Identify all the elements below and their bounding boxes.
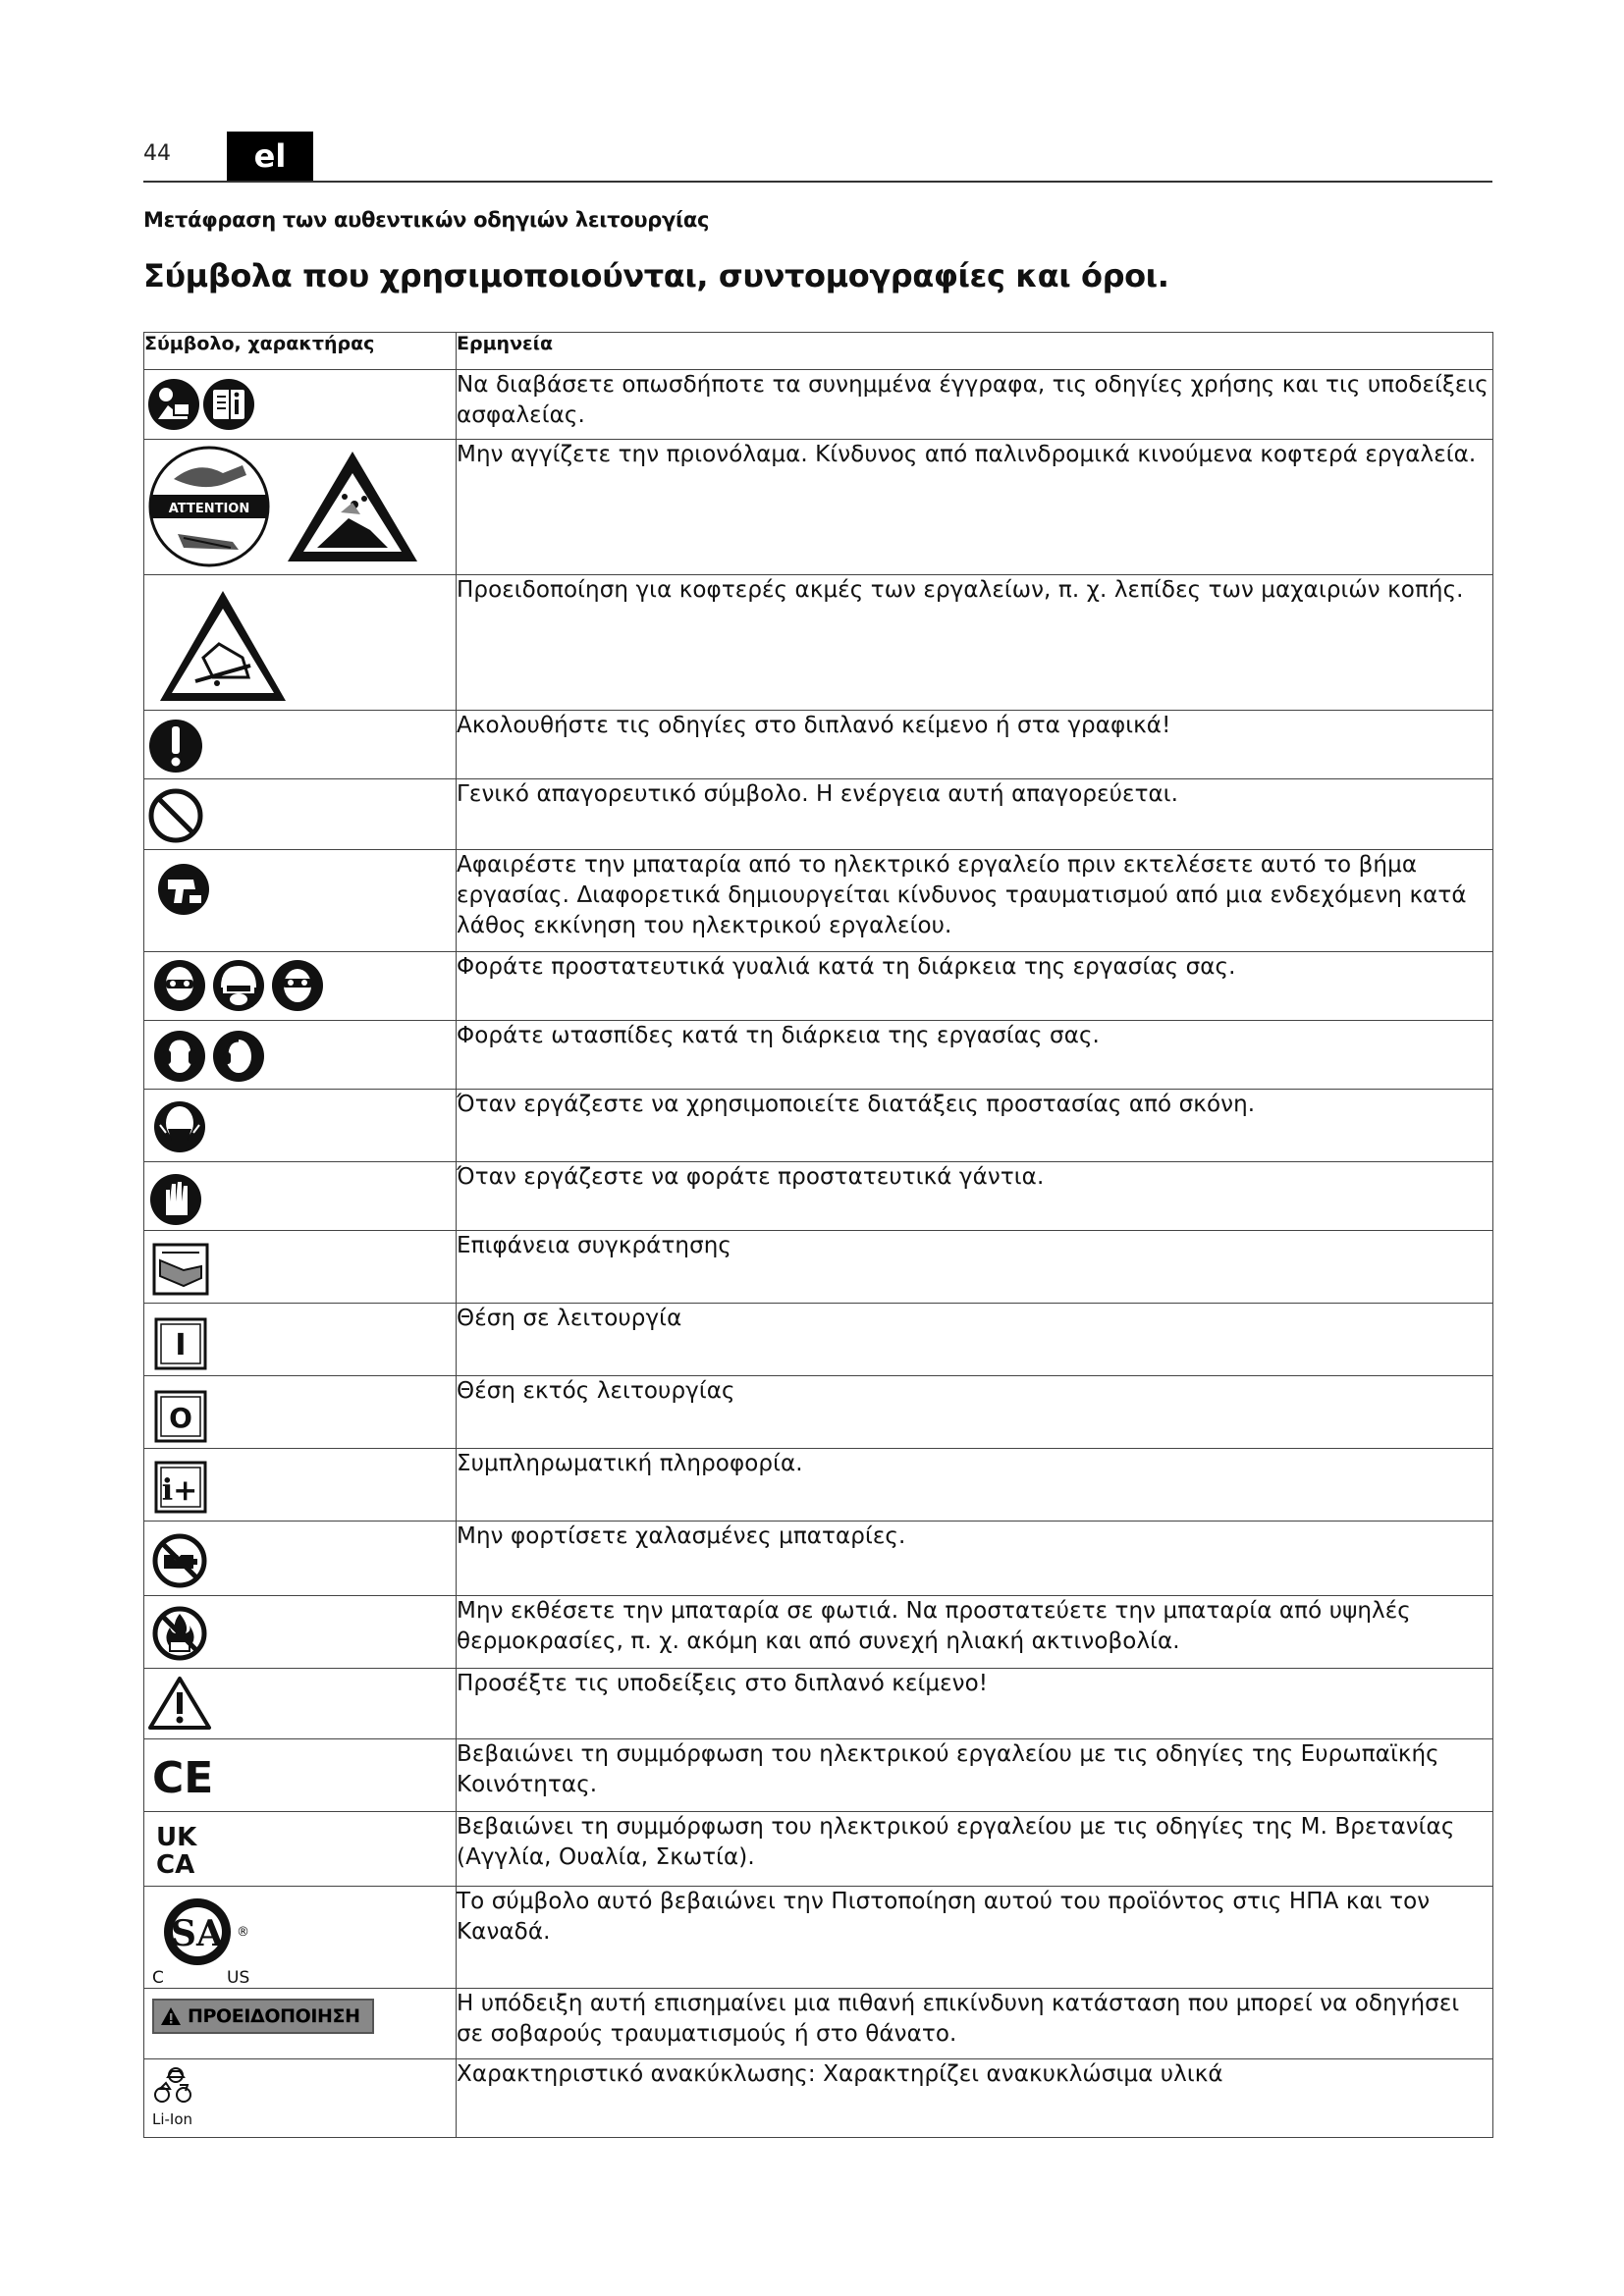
symbol-cell (144, 1669, 457, 1739)
ce-mark-icon (152, 1753, 213, 1803)
row-description: Φοράτε ωτασπίδες κατά τη διάρκεια της εργασίας σας. (457, 1021, 1493, 1090)
symbol-cell (144, 779, 457, 850)
symbol-cell (144, 1231, 457, 1304)
table-row (144, 1449, 1493, 1522)
remove-battery-icon (158, 864, 209, 915)
row-description: Επιφάνεια συγκράτησης (457, 1231, 1493, 1304)
table-row (144, 711, 1493, 779)
row-description: Προσέξτε τις υποδείξεις στο διπλανό κείμενο! (457, 1669, 1493, 1739)
symbol-cell (144, 1989, 457, 2059)
row-description: Χαρακτηριστικό ανακύκλωσης: Χαρακτηρίζει ανακυκλώσιμα υλικά (457, 2059, 1493, 2138)
header-symbol: Σύμβολο, χαρακτήρας (144, 333, 457, 370)
svg-text:Li-Ion: Li-Ion (152, 2110, 193, 2128)
table-row (144, 1522, 1493, 1596)
row-description: Θέση σε λειτουργία (457, 1304, 1493, 1376)
symbol-cell (144, 2059, 457, 2138)
symbols-table (143, 332, 1493, 2138)
table-row (144, 2059, 1493, 2138)
symbol-cell (144, 1376, 457, 1449)
symbol-cell (144, 1812, 457, 1887)
symbol-cell (144, 440, 457, 575)
table-row (144, 1090, 1493, 1162)
symbol-cell (144, 952, 457, 1021)
table-row (144, 1304, 1493, 1376)
prohibition-icon (151, 791, 200, 840)
symbol-cell (144, 1162, 457, 1231)
symbol-cell (144, 1304, 457, 1376)
table-row (144, 1669, 1493, 1739)
table-row (144, 850, 1493, 952)
svg-text:UK: UK (156, 1823, 197, 1852)
sharp-blade-warning-icon (160, 591, 286, 701)
symbol-cell (144, 850, 457, 952)
table-row (144, 1021, 1493, 1090)
ear-protection-icon (213, 1031, 264, 1082)
no-charging-damaged-battery-icon (155, 1536, 204, 1585)
row-description: Αφαιρέστε την μπαταρία από το ηλεκτρικό εργαλείο πριν εκτελέσετε αυτό το βήμα εργασίας. Διαφορετικά δημιουργείται κίνδυνος τραυματισμού από μια ενδεχόμενη κατά λάθος εκκίνηση του ηλεκτρικού εργαλείου. (457, 850, 1493, 952)
row-description: Μην φορτίσετε χαλασμένες μπαταρίες. (457, 1522, 1493, 1596)
csa-certification-icon (152, 1898, 249, 1987)
header-meaning: Ερμηνεία (457, 333, 1493, 370)
row-description: Μην αγγίζετε την πριονόλαμα. Κίνδυνος από παλινδρομικά κινούμενα κοφτερά εργαλεία. (457, 440, 1493, 575)
svg-text:CE: CE (152, 1753, 214, 1803)
table-row (144, 1162, 1493, 1231)
ukca-mark-icon (156, 1823, 197, 1880)
language-tag: el (227, 132, 313, 181)
table-row (144, 952, 1493, 1021)
warning-badge-label: ΠΡΟΕΙΔΟΠΟΙΗΣΗ (188, 2005, 360, 2027)
warning-badge-icon (152, 1999, 374, 2034)
row-description: Η υπόδειξη αυτή επισημαίνει μια πιθανή επικίνδυνη κατάσταση που μπορεί να οδηγήσει σε σοβαρούς τραυματισμούς ή στο θάνατο. (457, 1989, 1493, 2059)
read-manual-icon (148, 379, 199, 430)
svg-text:CA: CA (156, 1850, 195, 1880)
table-row (144, 1231, 1493, 1304)
symbol-cell (144, 1090, 457, 1162)
protective-gloves-icon (150, 1174, 201, 1225)
row-description: Συμπληρωματική πληροφορία. (457, 1449, 1493, 1522)
grip-surface-icon (154, 1245, 207, 1294)
table-row (144, 370, 1493, 440)
power-off-icon (156, 1392, 205, 1441)
table-row (144, 1376, 1493, 1449)
row-description: Προειδοποίηση για κοφτερές ακμές των εργαλείων, π. χ. λεπίδες των μαχαιριών κοπής. (457, 575, 1493, 711)
warning-triangle-icon (150, 1679, 209, 1728)
symbol-cell (144, 1021, 457, 1090)
symbol-cell (144, 1522, 457, 1596)
svg-text:ATTENTION: ATTENTION (168, 502, 250, 516)
header-rule (143, 181, 1492, 183)
row-description: Ακολουθήστε τις οδηγίες στο διπλανό κείμενο ή στα γραφικά! (457, 711, 1493, 779)
symbol-cell (144, 1739, 457, 1812)
symbol-cell (144, 1449, 457, 1522)
row-description: Βεβαιώνει τη συμμόρφωση του ηλεκτρικού εργαλείου με τις οδηγίες της Ευρωπαϊκής Κοινότητας. (457, 1739, 1493, 1812)
dust-mask-icon (154, 1101, 205, 1152)
svg-text:I: I (175, 1328, 187, 1362)
page-number: 44 (143, 141, 171, 166)
row-description: Βεβαιώνει τη συμμόρφωση του ηλεκτρικού εργαλείου με τις οδηγίες της Μ. Βρετανίας (Αγγλία, Ουαλία, Σκωτία). (457, 1812, 1493, 1887)
document-subtitle: Μετάφραση των αυθεντικών οδηγιών λειτουργίας (143, 208, 710, 232)
row-description: Μην εκθέσετε την μπαταρία σε φωτιά. Να προστατεύετε την μπαταρία από υψηλές θερμοκρασίες, π. χ. ακόμη και από συνεχή ηλιακή ακτινοβολία. (457, 1596, 1493, 1669)
attention-saw-blade-icon (150, 448, 268, 565)
table-row (144, 440, 1493, 575)
mandatory-action-icon (149, 720, 202, 773)
svg-text:®: ® (237, 1925, 249, 1940)
row-description: Όταν εργάζεστε να χρησιμοποιείτε διατάξεις προστασίας από σκόνη. (457, 1090, 1493, 1162)
information-book-icon (203, 379, 254, 430)
row-description: Το σύμβολο αυτό βεβαιώνει την Πιστοποίηση αυτού του προϊόντος στις ΗΠΑ και τον Καναδά. (457, 1887, 1493, 1989)
svg-text:SA: SA (171, 1913, 224, 1954)
symbol-cell (144, 711, 457, 779)
table-header-row (144, 333, 1493, 370)
document-title: Σύμβολα που χρησιμοποιούνται, συντομογραφίες και όροι. (143, 257, 1169, 294)
row-description: Να διαβάσετε οπωσδήποτε τα συνημμένα έγγραφα, τις οδηγίες χρήσης και τις υποδείξεις ασφαλείας. (457, 370, 1493, 440)
symbol-cell (144, 1596, 457, 1669)
row-description: Θέση εκτός λειτουργίας (457, 1376, 1493, 1449)
table-row (144, 1812, 1493, 1887)
symbol-cell (144, 1887, 457, 1989)
page-header (143, 132, 1492, 181)
face-shield-icon (154, 960, 205, 1011)
svg-text:O: O (169, 1402, 192, 1434)
table-row (144, 1739, 1493, 1812)
ear-defenders-icon (154, 1031, 205, 1082)
svg-text:US: US (227, 1968, 250, 1987)
table-row (144, 1596, 1493, 1669)
row-description: Φοράτε προστατευτικά γυαλιά κατά τη διάρκεια της εργασίας σας. (457, 952, 1493, 1021)
svg-text:i+: i+ (161, 1473, 198, 1508)
recycling-li-ion-icon (152, 2068, 192, 2128)
safety-goggles-icon (272, 960, 323, 1011)
table-row (144, 575, 1493, 711)
table-row (144, 1887, 1493, 1989)
symbol-cell (144, 575, 457, 711)
no-fire-battery-icon (155, 1609, 204, 1658)
row-description: Γενικό απαγορευτικό σύμβολο. Η ενέργεια αυτή απαγορεύεται. (457, 779, 1493, 850)
helmet-visor-icon (213, 960, 264, 1011)
symbol-cell (144, 370, 457, 440)
additional-info-icon (156, 1463, 205, 1512)
table-row (144, 779, 1493, 850)
svg-text:C: C (152, 1968, 164, 1987)
table-row (144, 1989, 1493, 2059)
power-on-icon (156, 1319, 205, 1368)
row-description: Όταν εργάζεστε να φοράτε προστατευτικά γάντια. (457, 1162, 1493, 1231)
flying-debris-warning-icon (288, 452, 417, 561)
